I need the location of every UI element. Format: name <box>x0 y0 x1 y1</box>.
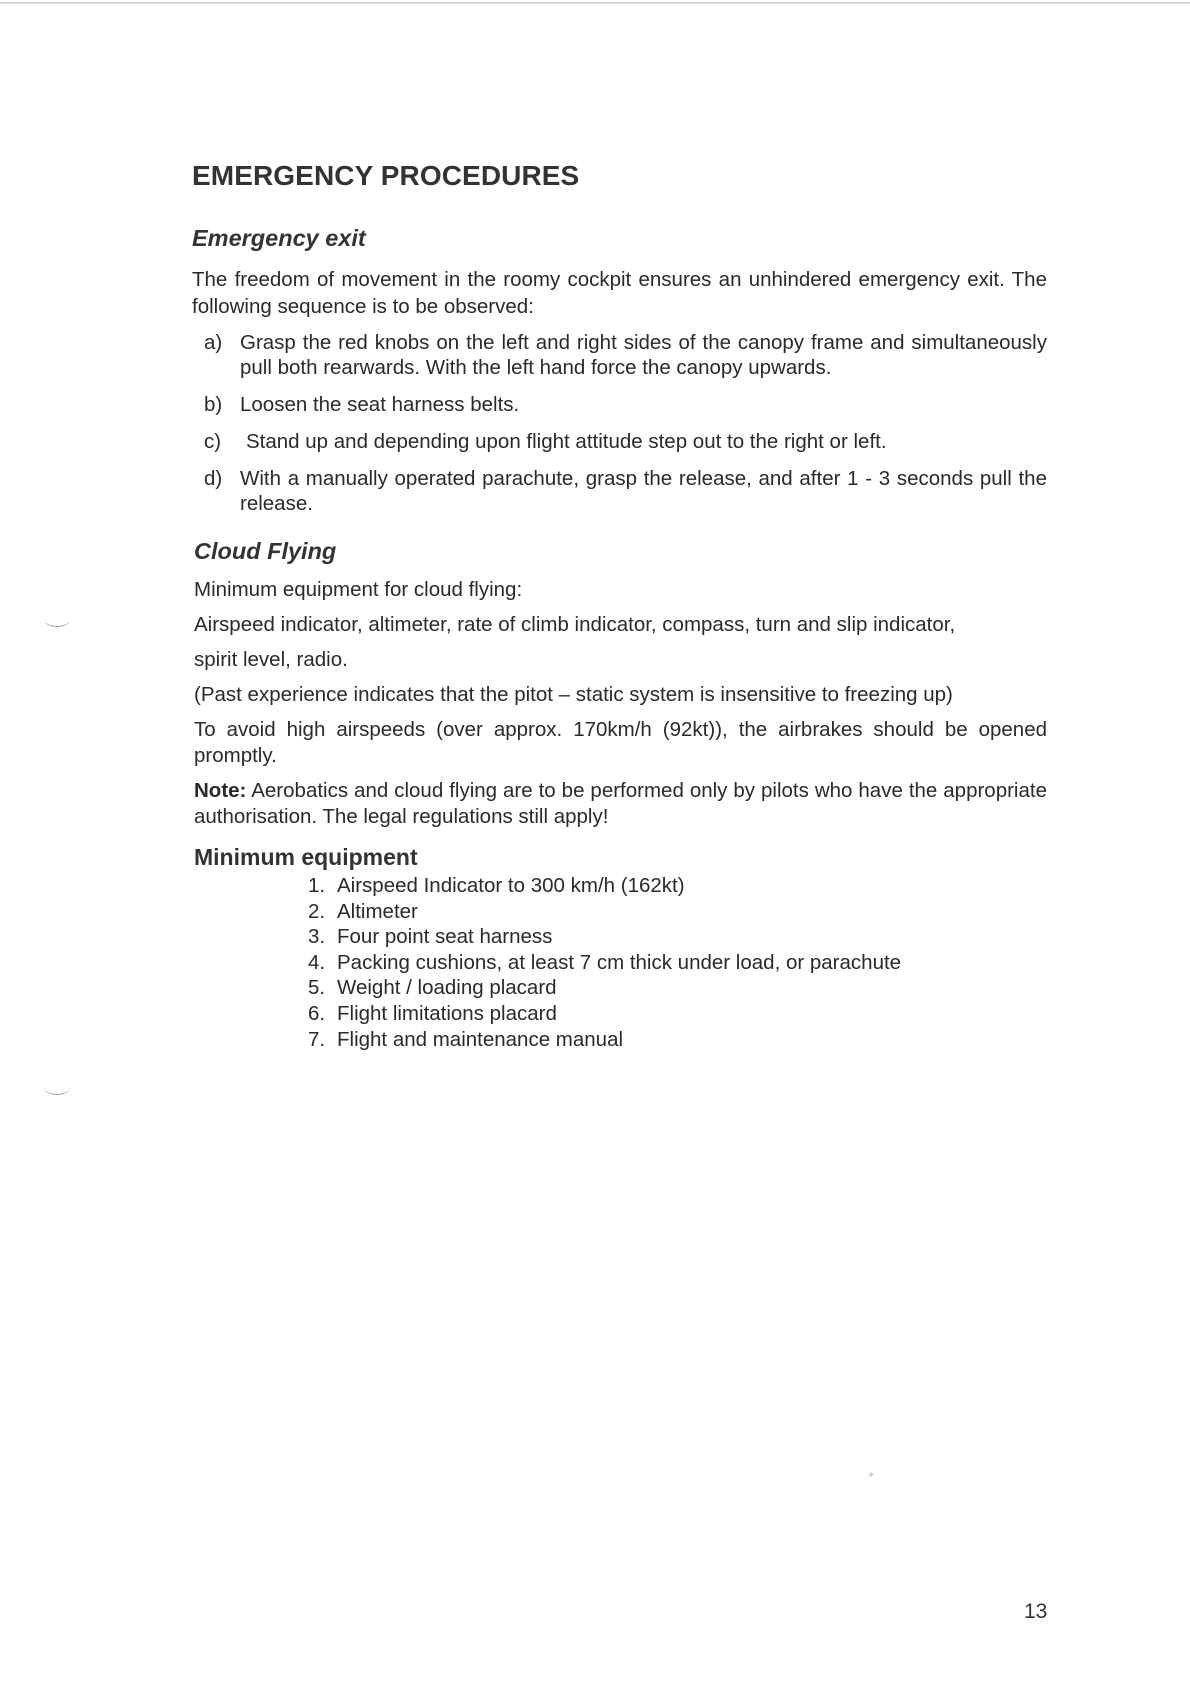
list-text: Altimeter <box>337 899 418 923</box>
step-item <box>192 330 1047 380</box>
authorisation-note <box>194 778 1047 830</box>
punch-hole-mark <box>44 612 70 627</box>
scan-speck <box>869 1472 874 1477</box>
note-text: Aerobatics and cloud flying are to be performed only by pilots who have the appropriate authorisation. The legal regulations still apply! <box>194 779 1047 828</box>
list-text: Four point seat harness <box>337 925 553 949</box>
minimum-equipment-list <box>192 873 1047 1052</box>
step-item <box>192 392 1047 417</box>
scan-top-edge <box>0 2 1190 4</box>
note-label: Note: <box>194 779 247 802</box>
list-item <box>192 950 1047 976</box>
step-marker: a) <box>204 331 223 354</box>
step-marker: d) <box>204 467 223 490</box>
list-item <box>192 975 1047 1001</box>
emergency-exit-heading: Emergency exit <box>192 225 366 251</box>
list-item <box>192 1027 1047 1053</box>
cloud-flying-heading: Cloud Flying <box>194 538 337 564</box>
list-item <box>192 1001 1047 1027</box>
cloud-instruments-line1: Airspeed indicator, altimeter, rate of climb indicator, compass, turn and slip indicator, <box>194 613 956 636</box>
step-marker: c) <box>204 430 222 453</box>
list-text: Flight and maintenance manual <box>337 1027 624 1051</box>
list-text: Airspeed Indicator to 300 km/h (162kt) <box>337 874 685 897</box>
cloud-instruments-line2: spirit level, radio. <box>194 648 348 671</box>
step-text: With a manually operated parachute, grasp the release, and after 1 - 3 seconds pull the release. <box>240 467 1047 515</box>
step-marker: b) <box>204 393 223 416</box>
list-number: 1. <box>308 874 326 897</box>
list-item <box>192 873 1047 899</box>
step-item <box>192 466 1047 516</box>
step-text: Stand up and depending upon flight attitude step out to the right or left. <box>246 430 887 453</box>
cloud-min-equipment-intro: Minimum equipment for cloud flying: <box>194 578 523 601</box>
list-item <box>192 924 1047 950</box>
step-item <box>192 429 1047 454</box>
minimum-equipment-heading: Minimum equipment <box>194 844 418 870</box>
step-text: Loosen the seat harness belts. <box>240 393 520 416</box>
list-number: 4. <box>308 950 326 974</box>
list-number: 2. <box>308 899 326 923</box>
page-number: 13 <box>1024 1600 1048 1623</box>
pitot-static-note: (Past experience indicates that the pitot – static system is insensitive to freezing up) <box>194 683 953 706</box>
punch-hole-mark <box>44 1080 70 1095</box>
list-text: Flight limitations placard <box>337 1001 557 1025</box>
list-text: Weight / loading placard <box>337 976 557 1000</box>
airspeed-note: To avoid high airspeeds (over approx. 170km/h (92kt)), the airbrakes should be opened promptly. <box>194 718 1047 767</box>
emergency-exit-steps <box>192 330 1047 516</box>
step-text: Grasp the red knobs on the left and right sides of the canopy frame and simultaneously pull both rearwards. With the left hand force the canopy upwards. <box>240 331 1047 379</box>
list-item <box>192 899 1047 925</box>
page-title: EMERGENCY PROCEDURES <box>192 160 580 191</box>
page-content <box>192 160 1047 1052</box>
list-number: 5. <box>308 976 326 1000</box>
list-number: 6. <box>308 1001 326 1025</box>
list-number: 3. <box>308 925 326 949</box>
emergency-exit-intro: The freedom of movement in the roomy cockpit ensures an unhindered emergency exit. The following sequence is to be observed: <box>192 268 1047 318</box>
list-text: Packing cushions, at least 7 cm thick under load, or parachute <box>337 950 902 974</box>
list-number: 7. <box>308 1027 326 1051</box>
